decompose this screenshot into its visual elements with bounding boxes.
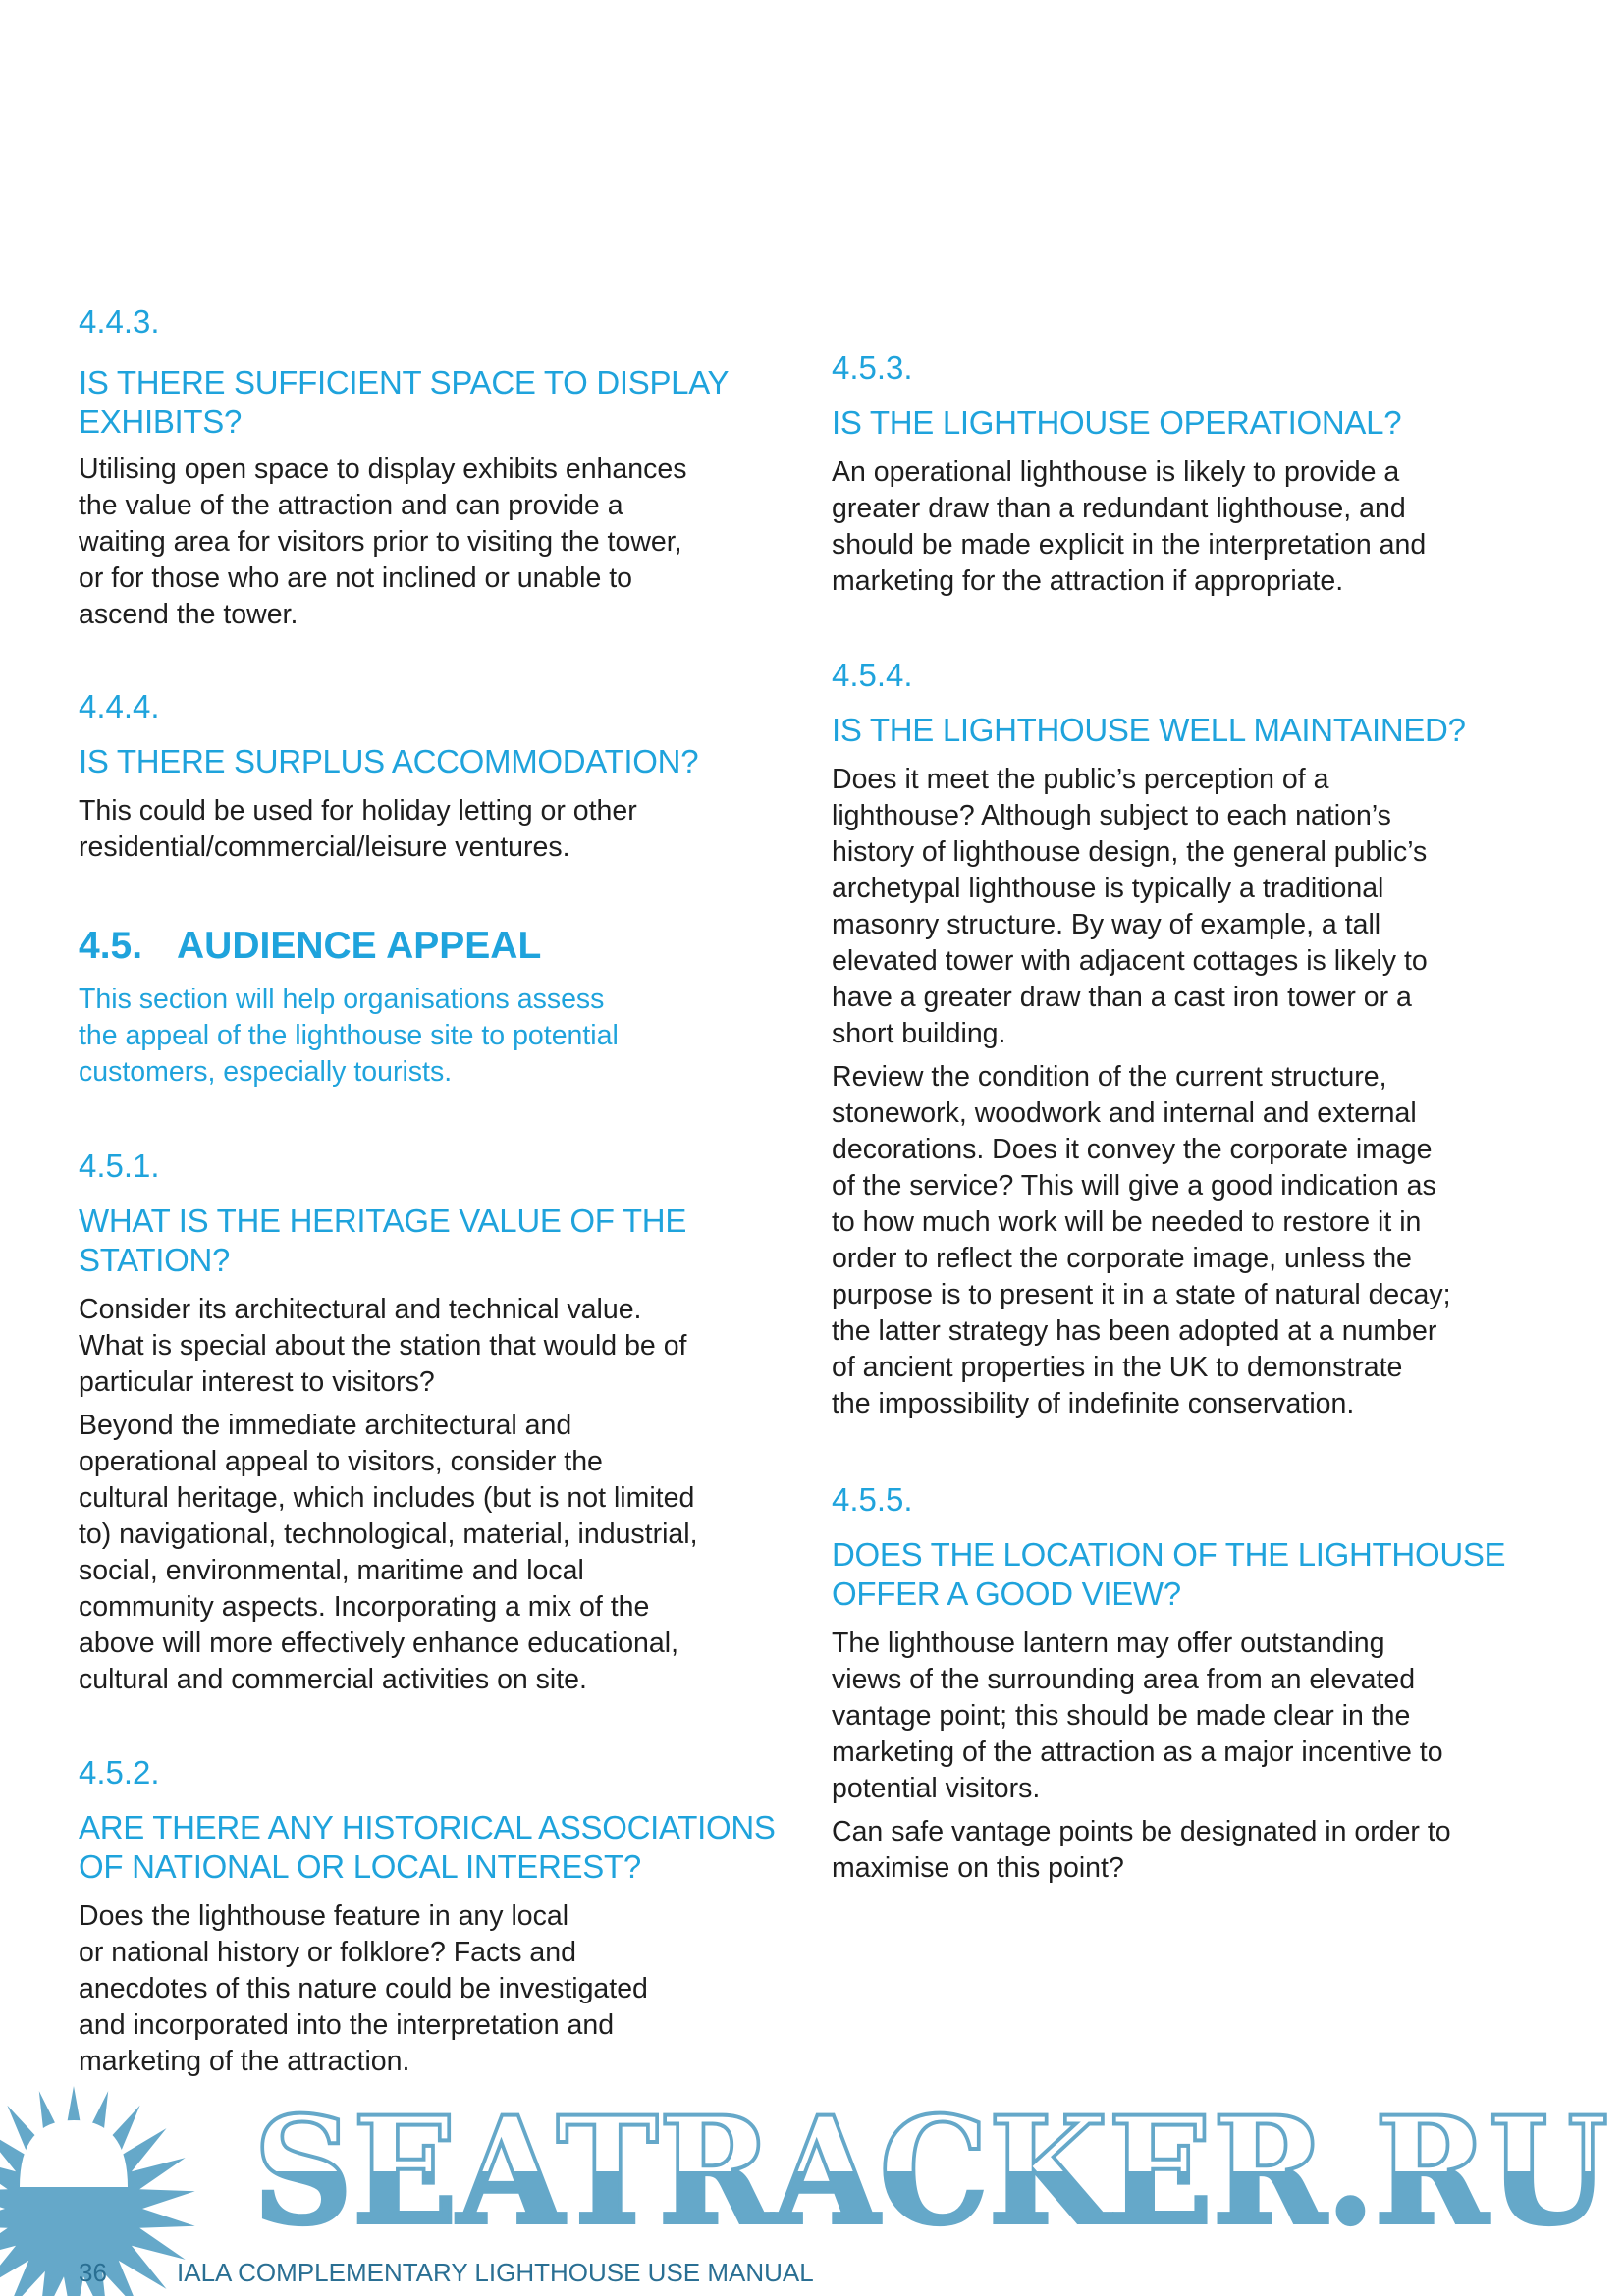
text-line: of ancient properties in the UK to demonstrate <box>832 1352 1403 1383</box>
text-line: cultural and commercial activities on site. <box>79 1664 587 1695</box>
text-line: The lighthouse lantern may offer outstanding <box>832 1628 1385 1659</box>
text-line: OF NATIONAL OR LOCAL INTEREST? <box>79 1848 641 1885</box>
text-line: decorations. Does it convey the corporate image <box>832 1134 1433 1165</box>
section-number: 4.5.4. <box>832 657 913 693</box>
text-line: An operational lighthouse is likely to provide a <box>832 456 1400 488</box>
text-line: the value of the attraction and can provide a <box>79 490 623 521</box>
text-line: the impossibility of indefinite conservation. <box>832 1388 1355 1419</box>
paragraph <box>79 793 785 866</box>
text-line: ARE THERE ANY HISTORICAL ASSOCIATIONS <box>79 1809 776 1845</box>
text-line: purpose is to present it in a state of natural decay; <box>832 1279 1451 1310</box>
section-heading <box>79 1201 785 1280</box>
section-body <box>832 454 1539 600</box>
section-body <box>832 1626 1539 1887</box>
section-number: 4.5.1. <box>79 1148 160 1184</box>
paragraph <box>832 454 1539 600</box>
section-body <box>832 762 1539 1422</box>
text-line: the latter strategy has been adopted at a number <box>832 1315 1437 1347</box>
text-line: operational appeal to visitors, consider the <box>79 1446 603 1477</box>
section-body <box>79 1898 785 2080</box>
text-line: above will more effectively enhance educational, <box>79 1628 679 1659</box>
text-line: the appeal of the lighthouse site to potential <box>79 1020 619 1051</box>
section-4-5-5 <box>832 1480 1539 1887</box>
section-4-5-3 <box>832 348 1539 600</box>
text-line: STATION? <box>79 1242 231 1278</box>
paragraph <box>79 1292 785 1401</box>
page-footer <box>79 2258 814 2287</box>
text-line: marketing for the attraction if appropriate. <box>832 565 1344 597</box>
text-line: short building. <box>832 1018 1006 1049</box>
text-line: cultural heritage, which includes (but is not limited <box>79 1482 695 1514</box>
section-4-5-2 <box>79 1753 785 2080</box>
text-line: of the service? This will give a good indication as <box>832 1170 1436 1201</box>
text-line: stonework, woodwork and internal and external <box>832 1097 1417 1129</box>
text-line: views of the surrounding area from an elevated <box>832 1664 1416 1695</box>
text-line: IS THE LIGHTHOUSE WELL MAINTAINED? <box>832 712 1466 748</box>
section-number: 4.5.3. <box>832 349 913 386</box>
text-line: anecdotes of this nature could be investigated <box>79 1973 648 2004</box>
section-number: 4.4.4. <box>79 688 160 724</box>
section-4-4-3 <box>79 302 785 633</box>
text-line: Review the condition of the current structure, <box>832 1061 1387 1093</box>
paragraph <box>79 452 785 633</box>
text-line: IS THERE SUFFICIENT SPACE TO DISPLAY <box>79 364 730 400</box>
text-line: DOES THE LOCATION OF THE LIGHTHOUSE <box>832 1536 1506 1573</box>
text-line: waiting area for visitors prior to visiting the tower, <box>79 526 682 558</box>
section-heading <box>79 363 785 442</box>
paragraph <box>832 1059 1539 1422</box>
text-line: OFFER A GOOD VIEW? <box>832 1575 1181 1612</box>
section-heading <box>79 1808 785 1887</box>
chapter-number: 4.5. <box>79 925 143 967</box>
text-line: Does it meet the public’s perception of a <box>832 764 1329 795</box>
text-line: Consider its architectural and technical value. <box>79 1294 642 1325</box>
text-line: have a greater draw than a cast iron tower or a <box>832 982 1412 1013</box>
text-line: particular interest to visitors? <box>79 1366 435 1398</box>
section-heading <box>832 711 1539 750</box>
text-line: What is special about the station that would be of <box>79 1330 687 1362</box>
text-line: history of lighthouse design, the general public’s <box>832 836 1428 868</box>
text-line: Does the lighthouse feature in any local <box>79 1900 569 1932</box>
text-line: order to reflect the corporate image, unless the <box>832 1243 1412 1274</box>
text-line: maximise on this point? <box>832 1852 1124 1884</box>
text-line: or for those who are not inclined or unable to <box>79 562 633 594</box>
text-line: Can safe vantage points be designated in order to <box>832 1816 1451 1847</box>
section-body <box>79 452 785 633</box>
watermark-text: SEATRACKER.RU <box>253 2085 1608 2258</box>
chapter-heading <box>79 925 785 968</box>
document-title: IALA COMPLEMENTARY LIGHTHOUSE USE MANUAL <box>177 2258 814 2287</box>
text-line: residential/commercial/leisure ventures. <box>79 831 570 863</box>
section-intro <box>79 982 785 1091</box>
text-line: customers, especially tourists. <box>79 1056 453 1088</box>
text-line: archetypal lighthouse is typically a traditional <box>832 873 1384 904</box>
section-4-4-4 <box>79 687 785 866</box>
text-line: EXHIBITS? <box>79 403 243 440</box>
text-line: This could be used for holiday letting or other <box>79 795 637 827</box>
text-line: marketing of the attraction as a major incentive to <box>832 1736 1443 1768</box>
section-body <box>79 1292 785 1698</box>
text-line: vantage point; this should be made clear in the <box>832 1700 1411 1732</box>
text-line: ascend the tower. <box>79 599 298 630</box>
section-number: 4.4.3. <box>79 303 160 340</box>
section-4-5-1 <box>79 1147 785 1698</box>
paragraph <box>832 1626 1539 1807</box>
paragraph <box>832 1814 1539 1887</box>
text-line: marketing of the attraction. <box>79 2046 410 2077</box>
text-line: social, environmental, maritime and local <box>79 1555 584 1586</box>
sun-dome <box>20 2120 128 2187</box>
text-line: or national history or folklore? Facts and <box>79 1937 576 1968</box>
text-line: greater draw than a redundant lighthouse, and <box>832 493 1406 524</box>
text-line: should be made explicit in the interpretation and <box>832 529 1427 561</box>
text-line: to how much work will be needed to restore it in <box>832 1206 1422 1238</box>
section-number: 4.5.2. <box>79 1754 160 1790</box>
section-number: 4.5.5. <box>832 1481 913 1518</box>
paragraph <box>832 762 1539 1052</box>
section-body <box>79 793 785 866</box>
section-heading <box>832 1535 1539 1614</box>
text-line: and incorporated into the interpretation and <box>79 2009 615 2041</box>
text-line: IS THE LIGHTHOUSE OPERATIONAL? <box>832 404 1402 441</box>
text-line: IS THERE SURPLUS ACCOMMODATION? <box>79 743 699 779</box>
text-line: Utilising open space to display exhibits enhances <box>79 454 687 485</box>
text-line: WHAT IS THE HERITAGE VALUE OF THE <box>79 1202 687 1239</box>
text-line: to) navigational, technological, material, industrial, <box>79 1519 698 1550</box>
section-heading <box>832 403 1539 443</box>
paragraph <box>79 1408 785 1698</box>
chapter-title: AUDIENCE APPEAL <box>177 925 542 967</box>
section-heading <box>79 742 785 781</box>
text-line: Beyond the immediate architectural and <box>79 1410 572 1441</box>
section-4-5-4 <box>832 656 1539 1422</box>
section-4-5 <box>79 925 785 1091</box>
text-line: potential visitors. <box>832 1773 1041 1804</box>
text-line: This section will help organisations assess <box>79 984 605 1015</box>
text-line: lighthouse? Although subject to each nation’s <box>832 800 1391 831</box>
page-number: 36 <box>79 2258 107 2287</box>
text-line: community aspects. Incorporating a mix of the <box>79 1591 650 1623</box>
paragraph <box>79 1898 785 2080</box>
text-line: masonry structure. By way of example, a tall <box>832 909 1381 940</box>
text-line: elevated tower with adjacent cottages is likely to <box>832 945 1428 977</box>
